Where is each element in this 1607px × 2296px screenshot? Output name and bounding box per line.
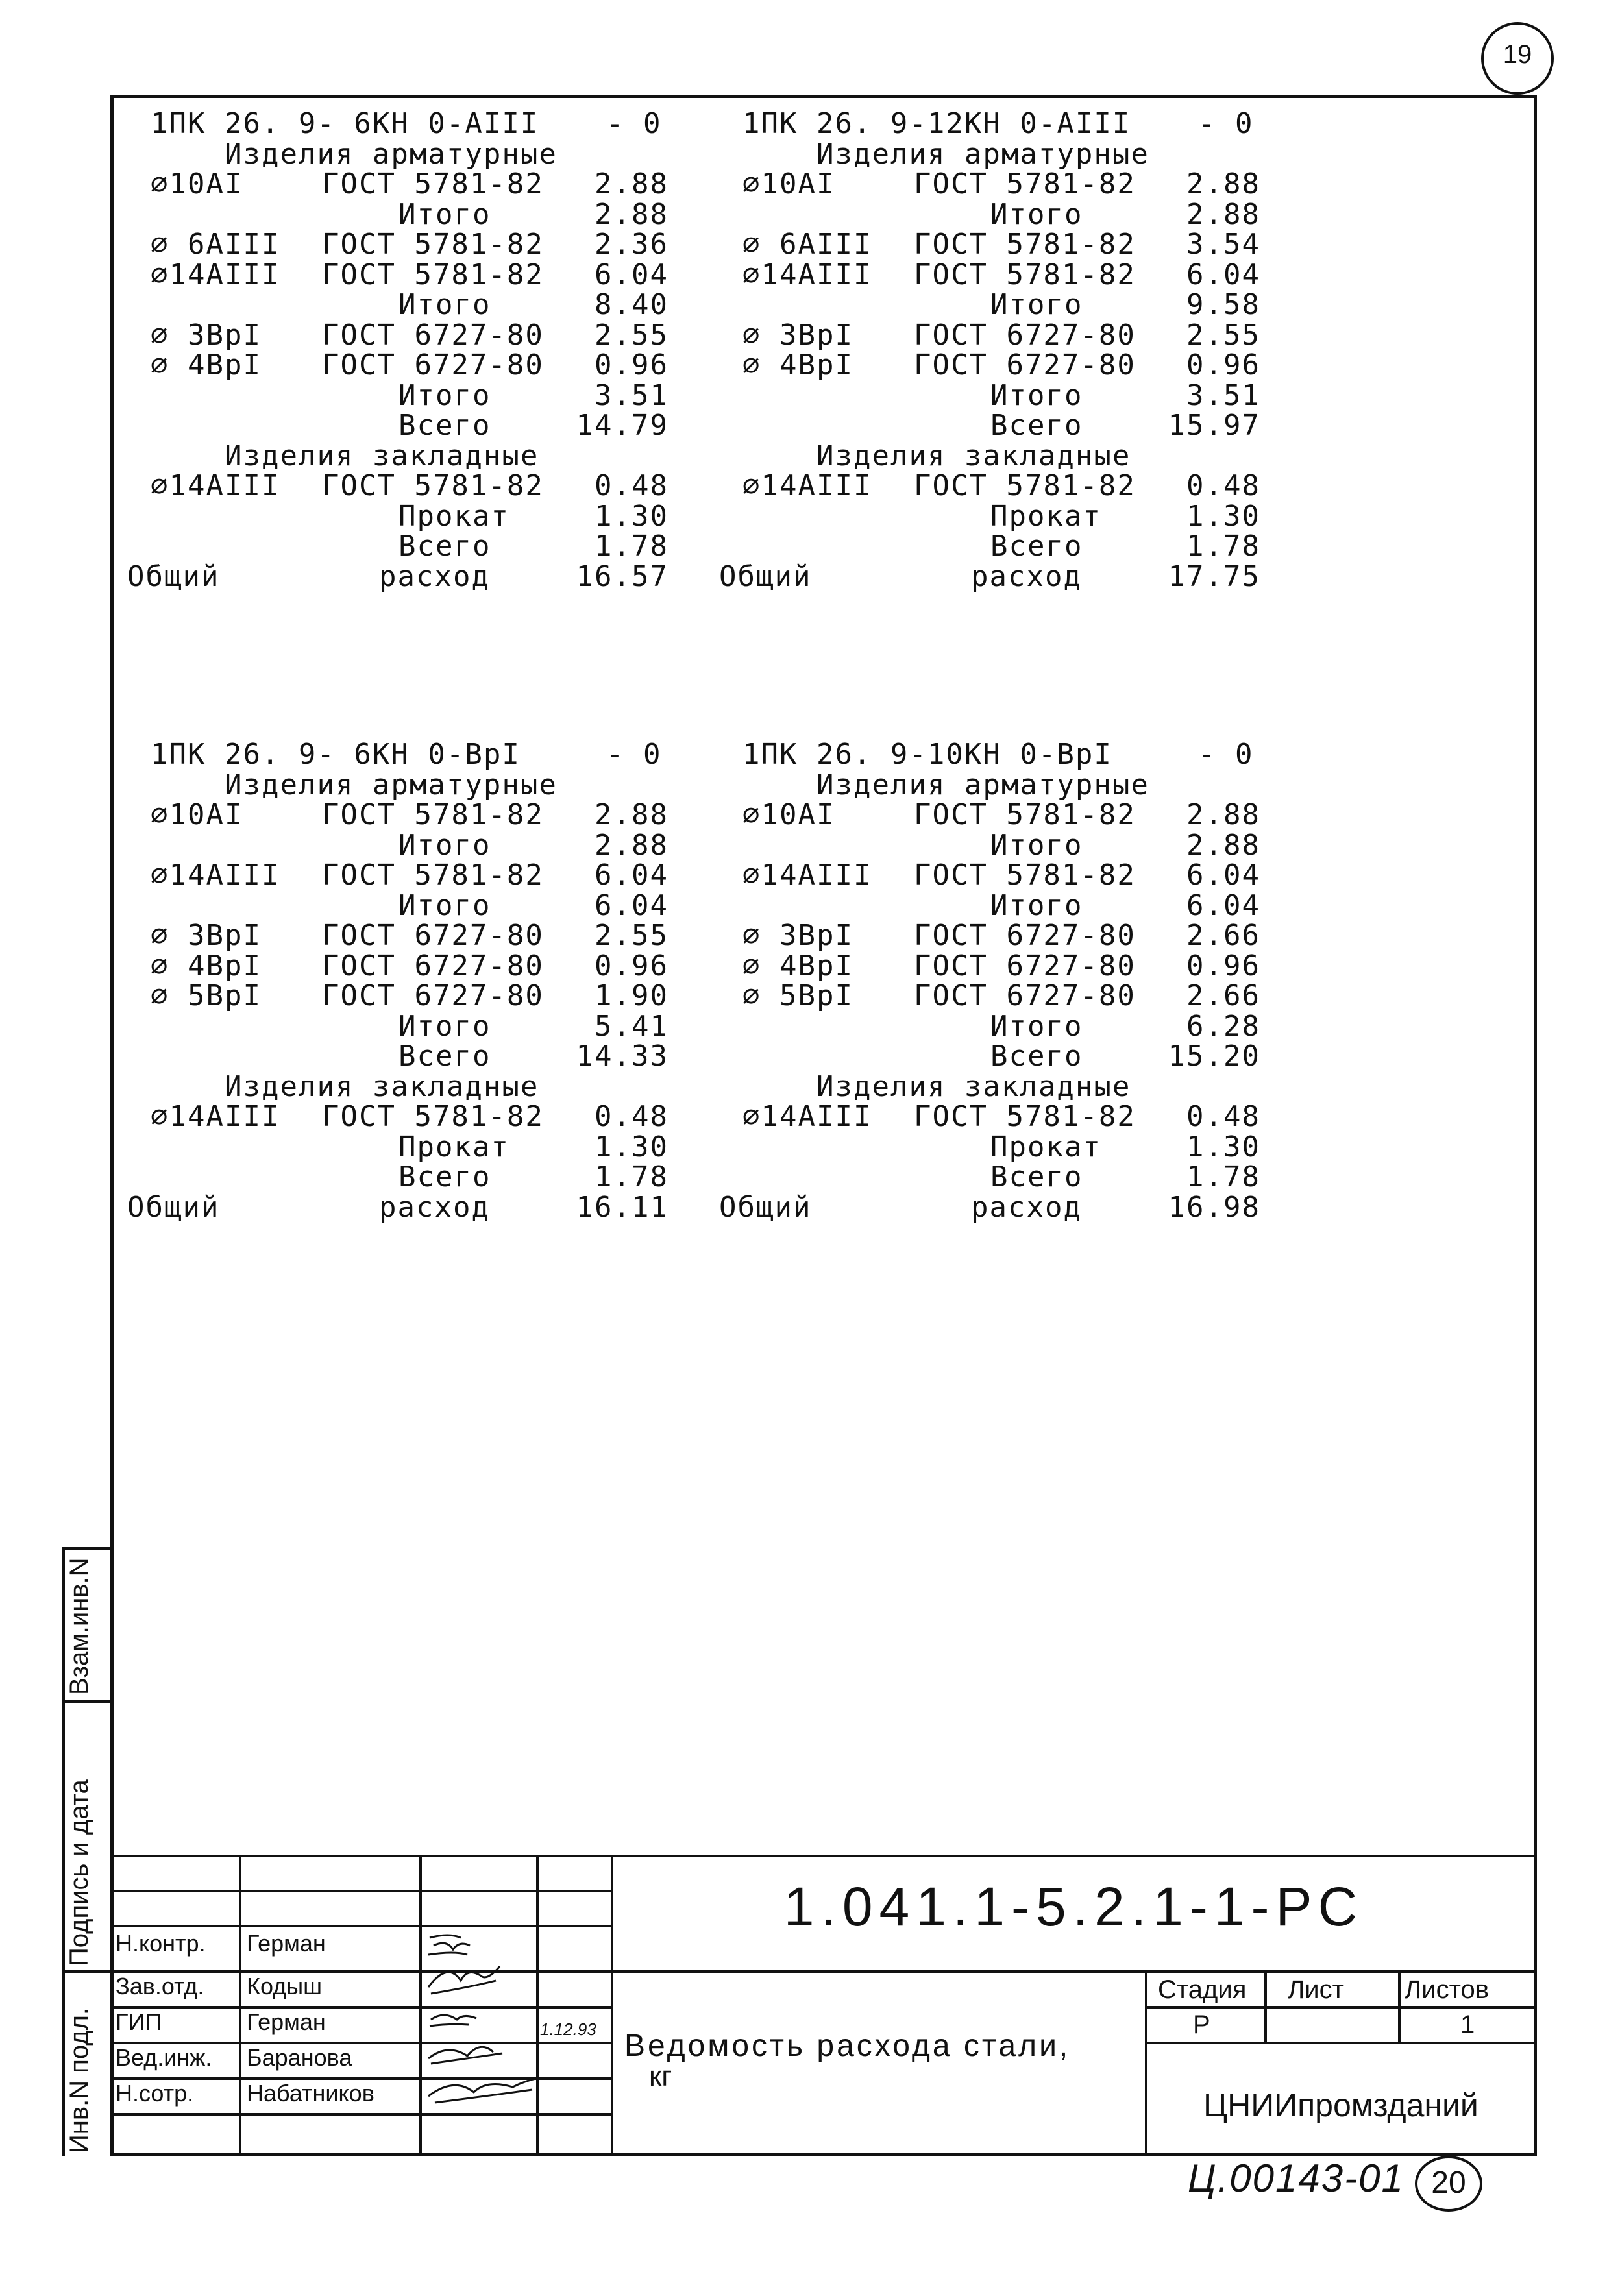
signature-1 (428, 1935, 470, 1955)
signatory-name: Набатников (247, 2080, 374, 2107)
subtotal-label: Всего (399, 1160, 491, 1193)
rebar-grade: ⌀ 6АIII (742, 228, 872, 261)
block-row (719, 378, 1290, 412)
subtotal-label: Итого (990, 288, 1083, 321)
mass-value: 17.75 (1168, 559, 1260, 593)
subtotal-label: Итого (399, 888, 491, 922)
signature-2 (428, 1966, 500, 1994)
subtotal-label: Итого (990, 828, 1083, 862)
block-row (127, 951, 698, 982)
mass-value: 2.55 (1186, 318, 1260, 352)
rebar-grade: ⌀ 3ВрI (742, 318, 853, 352)
block-row (127, 137, 698, 171)
mass-value: 8.40 (595, 288, 669, 321)
mass-value: 2.36 (595, 228, 669, 261)
subtotal-label: Всего (399, 409, 491, 442)
stage-value: Р (1193, 2010, 1210, 2039)
rebar-grade: ⌀ 5ВрI (151, 979, 262, 1012)
mass-value: 6.04 (595, 888, 669, 922)
block-row (127, 861, 698, 891)
standard: ГОСТ 5781-82 (914, 228, 1136, 261)
subtotal-label: Итого (399, 828, 491, 862)
mass-value: 2.88 (1186, 828, 1260, 862)
mass-value: 2.88 (1186, 167, 1260, 201)
block-row (127, 441, 698, 472)
mass-value: 2.88 (1186, 798, 1260, 831)
mass-value: 1.30 (1186, 1130, 1260, 1164)
standard: ГОСТ 5781-82 (322, 469, 544, 502)
total-label: Общий (719, 1190, 812, 1224)
standard: ГОСТ 5781-82 (914, 258, 1136, 291)
total-label: Общий (127, 559, 220, 593)
block-title-row (719, 109, 1290, 140)
subtotal-label: Прокат (399, 1130, 509, 1164)
subtotal-label: Итого (990, 197, 1083, 231)
mass-value: 1.78 (1186, 1160, 1260, 1193)
sidebar-podpis-data: Подпись и дата (65, 1779, 93, 1966)
standard: ГОСТ 6727-80 (914, 919, 1136, 952)
mass-value: 15.97 (1168, 409, 1260, 442)
sidebar-vzam: Взам.инв.N (65, 1557, 93, 1695)
signatory-name: Герман (247, 2009, 326, 2035)
block-row (719, 861, 1290, 891)
signature-3 (430, 2015, 476, 2026)
tb-top-line (110, 1855, 1537, 1857)
rebar-grade: ⌀14АIII (151, 1100, 280, 1133)
subtotal-label: Всего (990, 1040, 1083, 1073)
mass-value: 0.48 (1186, 469, 1260, 502)
subtotal-label: Всего (990, 409, 1083, 442)
mass-value: 2.88 (595, 798, 669, 831)
block-row (127, 318, 698, 352)
block-title-value: - 0 (606, 738, 662, 771)
section-heading: Изделия закладные (816, 439, 1131, 472)
mass-value: 2.55 (595, 318, 669, 352)
block-row (127, 921, 698, 951)
signature-date: 1.12.93 (540, 2020, 596, 2039)
tb-line (110, 1970, 1537, 1973)
section-heading: Изделия закладные (225, 439, 539, 472)
standard: ГОСТ 6727-80 (914, 949, 1136, 983)
block-title: 1ПК 26. 9-12КН 0-АIII (742, 107, 1131, 140)
block-row (719, 921, 1290, 951)
mass-value: 2.88 (1186, 197, 1260, 231)
stage-label: Стадия (1158, 1975, 1247, 2004)
mass-value: 1.78 (1186, 530, 1260, 563)
block-row (127, 1069, 698, 1103)
block-row (719, 1102, 1290, 1132)
section-heading: Изделия арматурные (225, 768, 558, 801)
block-row (127, 1190, 698, 1224)
standard: ГОСТ 5781-82 (914, 798, 1136, 831)
block-title-row (127, 109, 698, 140)
mass-value: 1.78 (595, 530, 669, 563)
block-row (719, 951, 1290, 982)
sheets-label: Листов (1405, 1975, 1489, 2004)
signatory-name: Герман (247, 1930, 326, 1957)
block-row (127, 230, 698, 260)
block-row (719, 1009, 1290, 1043)
mass-value: 2.88 (595, 197, 669, 231)
sidebar-line (62, 1700, 112, 1703)
rebar-grade: ⌀ 4ВрI (742, 348, 853, 382)
subtotal-label: Прокат (399, 499, 509, 533)
block-row (719, 318, 1290, 352)
signature-4 (428, 2047, 502, 2064)
rebar-grade: ⌀ 3ВрI (151, 318, 262, 352)
block-row (127, 800, 698, 831)
mass-value: 16.11 (576, 1190, 669, 1224)
block-row (719, 770, 1290, 801)
steel-block (719, 109, 1290, 592)
block-row (719, 197, 1290, 231)
block-row (719, 888, 1290, 922)
rebar-grade: ⌀ 4ВрI (742, 949, 853, 983)
archive-code: Ц.00143-01 (1188, 2156, 1405, 2200)
block-row (127, 531, 698, 562)
block-row (719, 499, 1290, 533)
tb-line (1145, 2042, 1537, 2044)
rebar-grade: ⌀10АI (742, 167, 835, 201)
subtotal-label: Итого (990, 378, 1083, 412)
block-row (719, 1042, 1290, 1072)
block-row (127, 888, 698, 922)
block-row (127, 197, 698, 231)
mass-value: 2.66 (1186, 979, 1260, 1012)
standard: ГОСТ 6727-80 (322, 348, 544, 382)
mass-value: 15.20 (1168, 1040, 1260, 1073)
block-row (127, 1162, 698, 1193)
rebar-grade: ⌀14АIII (151, 859, 280, 892)
subtotal-label: Всего (399, 1040, 491, 1073)
rebar-grade: ⌀ 6АIII (151, 228, 280, 261)
rebar-grade: ⌀10АI (742, 798, 835, 831)
total-label: Общий (127, 1190, 220, 1224)
block-row (127, 1009, 698, 1043)
mass-value: 0.96 (595, 348, 669, 382)
block-row (719, 531, 1290, 562)
block-row (127, 981, 698, 1012)
signatory-role: ГИП (116, 2009, 162, 2035)
block-row (719, 471, 1290, 502)
section-heading: Изделия арматурные (816, 768, 1149, 801)
designation: 1.041.1-5.2.1-1-РС (783, 1876, 1364, 1937)
block-row (719, 411, 1290, 441)
mass-value: 3.51 (1186, 378, 1260, 412)
tb-vline (1145, 1970, 1147, 2156)
mass-value: 3.51 (595, 378, 669, 412)
block-title-value: - 0 (606, 107, 662, 140)
mass-value: 6.04 (595, 859, 669, 892)
sheet-label: Лист (1288, 1975, 1344, 2004)
mass-value: 0.96 (1186, 949, 1260, 983)
standard: ГОСТ 5781-82 (914, 167, 1136, 201)
mass-value: 16.57 (576, 559, 669, 593)
total-label-2: расход (379, 1190, 490, 1224)
block-row (127, 1102, 698, 1132)
block-title: 1ПК 26. 9- 6КН 0-АIII (151, 107, 539, 140)
signatory-role: Зав.отд. (116, 1973, 204, 1999)
standard: ГОСТ 6727-80 (914, 318, 1136, 352)
sidebar-inv-podl: Инв.N подл. (65, 2007, 93, 2153)
total-label-2: расход (379, 559, 490, 593)
mass-value: 2.55 (595, 919, 669, 952)
block-row (719, 230, 1290, 260)
standard: ГОСТ 5781-82 (322, 798, 544, 831)
mass-value: 16.98 (1168, 1190, 1260, 1224)
standard: ГОСТ 5781-82 (322, 228, 544, 261)
block-row (719, 137, 1290, 171)
block-row (127, 169, 698, 200)
block-title: 1ПК 26. 9- 6КН 0-ВрI (151, 738, 521, 771)
block-row (719, 981, 1290, 1012)
mass-value: 2.88 (595, 828, 669, 862)
standard: ГОСТ 5781-82 (914, 1100, 1136, 1133)
mass-value: 0.48 (595, 1100, 669, 1133)
mass-value: 1.78 (595, 1160, 669, 1193)
mass-value: 9.58 (1186, 288, 1260, 321)
block-row (127, 350, 698, 381)
sheet-title-line2: кг (649, 2060, 672, 2092)
steel-block (719, 740, 1290, 1223)
block-title: 1ПК 26. 9-10КН 0-ВрI (742, 738, 1112, 771)
mass-value: 2.66 (1186, 919, 1260, 952)
signatory-role: Н.сотр. (116, 2080, 194, 2107)
rebar-grade: ⌀14АIII (151, 469, 280, 502)
block-row (719, 290, 1290, 321)
standard: ГОСТ 6727-80 (322, 919, 544, 952)
signatory-name: Баранова (247, 2044, 352, 2071)
block-row (719, 350, 1290, 381)
rebar-grade: ⌀ 3ВрI (151, 919, 262, 952)
mass-value: 6.04 (1186, 859, 1260, 892)
block-row (127, 471, 698, 502)
mass-value: 3.54 (1186, 228, 1260, 261)
rebar-grade: ⌀ 4ВрI (151, 949, 262, 983)
block-row (127, 499, 698, 533)
steel-block (127, 109, 698, 592)
signatory-name: Кодыш (247, 1973, 322, 1999)
signatory-role: Н.контр. (116, 1930, 206, 1957)
mass-value: 1.90 (595, 979, 669, 1012)
sheets-value: 1 (1460, 2010, 1475, 2039)
subtotal-label: Итого (399, 378, 491, 412)
block-row (719, 1190, 1290, 1224)
block-row (127, 1042, 698, 1072)
steel-block (127, 740, 698, 1223)
standard: ГОСТ 5781-82 (322, 167, 544, 201)
signatures (422, 1929, 610, 2117)
sidebar-line (62, 1547, 112, 1550)
rebar-grade: ⌀14АIII (742, 258, 872, 291)
subtotal-label: Итого (399, 1009, 491, 1043)
mass-value: 1.30 (595, 499, 669, 533)
subtotal-label: Всего (399, 530, 491, 563)
block-row (719, 441, 1290, 472)
signature-5 (428, 2078, 539, 2103)
organization: ЦНИИпромзданий (1203, 2087, 1478, 2123)
mass-value: 14.79 (576, 409, 669, 442)
mass-value: 1.30 (595, 1130, 669, 1164)
signatory-role: Вед.инж. (116, 2044, 212, 2071)
block-row (127, 290, 698, 321)
rebar-grade: ⌀10АI (151, 167, 243, 201)
page-number-bottom: 20 (1431, 2166, 1466, 2200)
block-title-value: - 0 (1198, 738, 1254, 771)
sidebar-line (62, 1970, 112, 1973)
subtotal-label: Всего (990, 1160, 1083, 1193)
standard: ГОСТ 5781-82 (322, 859, 544, 892)
subtotal-label: Всего (990, 530, 1083, 563)
subtotal-label: Прокат (990, 499, 1101, 533)
rebar-grade: ⌀14АIII (742, 1100, 872, 1133)
rebar-grade: ⌀14АIII (742, 859, 872, 892)
block-row (719, 169, 1290, 200)
block-row (719, 1069, 1290, 1103)
block-title-row (127, 740, 698, 770)
standard: ГОСТ 5781-82 (322, 1100, 544, 1133)
tb-line (1145, 2006, 1537, 2009)
standard: ГОСТ 6727-80 (914, 348, 1136, 382)
block-row (719, 828, 1290, 862)
mass-value: 6.28 (1186, 1009, 1260, 1043)
mass-value: 6.04 (1186, 888, 1260, 922)
standard: ГОСТ 5781-82 (914, 859, 1136, 892)
rebar-grade: ⌀ 3ВрI (742, 919, 853, 952)
total-label-2: расход (971, 1190, 1082, 1224)
mass-value: 0.96 (1186, 348, 1260, 382)
subtotal-label: Итого (990, 888, 1083, 922)
total-label: Общий (719, 559, 812, 593)
standard: ГОСТ 6727-80 (322, 949, 544, 983)
mass-value: 0.48 (595, 469, 669, 502)
block-row (127, 378, 698, 412)
rebar-grade: ⌀ 4ВрI (151, 348, 262, 382)
sheet-title-line1: Ведомость расхода стали, (624, 2029, 1071, 2063)
section-heading: Изделия закладные (816, 1069, 1131, 1103)
block-title-value: - 0 (1198, 107, 1254, 140)
mass-value: 2.88 (595, 167, 669, 201)
block-row (719, 260, 1290, 291)
section-heading: Изделия закладные (225, 1069, 539, 1103)
rebar-grade: ⌀10АI (151, 798, 243, 831)
mass-value: 5.41 (595, 1009, 669, 1043)
subtotal-label: Итого (399, 288, 491, 321)
standard: ГОСТ 5781-82 (322, 258, 544, 291)
block-row (719, 1132, 1290, 1163)
total-label-2: расход (971, 559, 1082, 593)
mass-value: 6.04 (595, 258, 669, 291)
block-row (127, 411, 698, 441)
rebar-grade: ⌀14АIII (742, 469, 872, 502)
section-heading: Изделия арматурные (816, 137, 1149, 171)
tb-vline (1398, 1970, 1401, 2042)
block-row (127, 770, 698, 801)
block-row (127, 1132, 698, 1163)
mass-value: 0.96 (595, 949, 669, 983)
tb-vline (1264, 1970, 1267, 2042)
block-row (127, 260, 698, 291)
standard: ГОСТ 5781-82 (914, 469, 1136, 502)
standard: ГОСТ 6727-80 (322, 318, 544, 352)
tb-vline (239, 1855, 241, 2156)
block-row (127, 559, 698, 593)
block-row (719, 800, 1290, 831)
block-row (127, 828, 698, 862)
mass-value: 6.04 (1186, 258, 1260, 291)
mass-value: 1.30 (1186, 499, 1260, 533)
subtotal-label: Итого (399, 197, 491, 231)
standard: ГОСТ 6727-80 (914, 979, 1136, 1012)
block-title-row (719, 740, 1290, 770)
rebar-grade: ⌀14АIII (151, 258, 280, 291)
block-row (719, 559, 1290, 593)
block-row (719, 1162, 1290, 1193)
rebar-grade: ⌀ 5ВрI (742, 979, 853, 1012)
section-heading: Изделия арматурные (225, 137, 558, 171)
subtotal-label: Прокат (990, 1130, 1101, 1164)
page-number-top: 19 (1503, 40, 1532, 69)
subtotal-label: Итого (990, 1009, 1083, 1043)
mass-value: 0.48 (1186, 1100, 1260, 1133)
standard: ГОСТ 6727-80 (322, 979, 544, 1012)
mass-value: 14.33 (576, 1040, 669, 1073)
